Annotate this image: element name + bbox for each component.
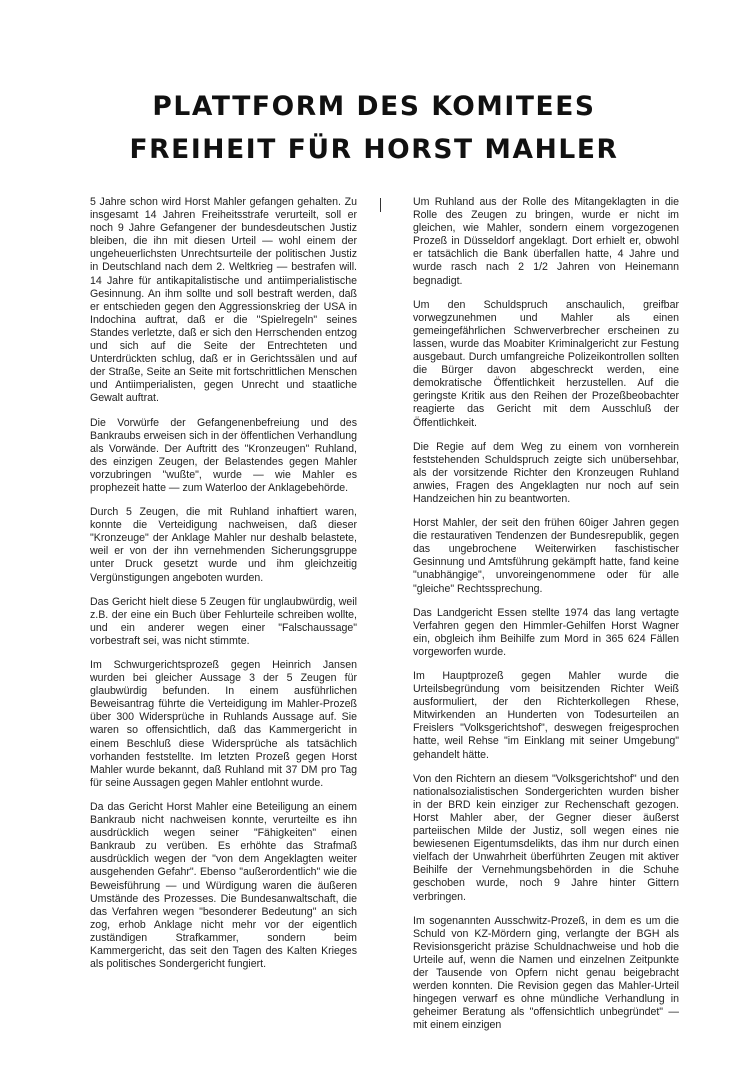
paragraph: Horst Mahler, der seit den frühen 60iger Jahren gegen die restaurativen Tendenzen der Bundesrepublik, gegen das ungebrochene Weiterwirken faschistischer Gesinnung und Amtsführung gekämpft hatte, fand keine "unabhängige", unvoreingenommene oder für alle "gleiche" Rechtssprechung.	[413, 517, 679, 595]
paragraph: Im Hauptprozeß gegen Mahler wurde die Urteilsbegründung vom beisitzenden Richter Weiß ausformuliert, der den Richterkollegen Rhese, Mitwirkenden an Hunderten von Todesurteilen an Freislers "Volksgerichtshof", deswegen freigesprochen hatte, weil Rehse "im Einklang mit seiner Umgebung" gehandelt hätte.	[413, 670, 679, 761]
left-text-column	[90, 196, 357, 982]
right-text-column	[413, 196, 679, 1043]
paragraph: Im sogenannten Ausschwitz-Prozeß, in dem es um die Schuld von KZ-Mördern ging, verlangte der BGH als Revisionsgericht präzise Schuldnachweise und hob die Urteile auf, wenn die Namen und einzelnen Zeitpunkte der Tausende von Opfern nicht genau beigebracht werden konnten. Die Revision gegen das Mahler-Urteil hingegen verwarf es ohne mündliche Verhandlung in geheimer Beratung als "offensichtlich unbegründet" — mit einem einzigen	[413, 914, 679, 1032]
paragraph: 5 Jahre schon wird Horst Mahler gefangen gehalten. Zu insgesamt 14 Jahren Freiheitsstrafe verurteilt, soll er noch 9 Jahre Gefangener der bundesdeutschen Justiz bleiben, die ihn mit diesen Urteil — wohl einem der ungeheuerlichsten Unrechtsurteile der politischen Justiz in Deutschland nach dem 2. Weltkrieg — bestrafen will. 14 Jahre für antikapitalistische und antiimperialistische Gesinnung. An ihm sollte und soll bestraft werden, daß er entschieden gegen den Aggressionskrieg der USA in Indochina auftrat, daß er die "Spielregeln" seines Standes verletzte, daß er sich den Herrschenden entzog und sich auf die Seite der Entrechteten und Unterdrückten schlug, daß er in Gerichtssälen und auf der Straße, Seite an Seite mit fortschrittlichen Menschen und Antiimperialisten, gegen Unrecht und staatliche Gewalt auftrat.	[90, 196, 357, 405]
paragraph: Um den Schuldspruch anschaulich, greifbar vorwegzunehmen und Mahler als einen gemeingefährlichen Schwerverbrecher erscheinen zu lassen, wurde das Moabiter Kriminalgericht zur Festung ausgebaut. Durch umfangreiche Polizeikontrollen sollten die Bürger davon abgeschreckt werden, eine demokratische Öffentlichkeit herzustellen. Auf die geringste Kritik aus den Reihen der Prozeßbeobachter reagierte das Gericht mit dem Ausschluß der Öffentlichkeit.	[413, 298, 679, 429]
paragraph: Von den Richtern an diesem "Volksgerichtshof" und den nationalsozialistischen Sondergerichten wurden bisher in der BRD kein einziger zur Rechenschaft gezogen. Horst Mahler aber, der Gegner dieser äußerst parteiischen Milde der Justiz, soll wegen eines nie bewiesenen Eigentumsdelikts, das ihm nur durch einen vielfach der Unwahrheit überführten Zeugen mit aktiver Beihilfe der Vernehmungsbehörden in die Schuhe geschoben wurde, noch 9 Jahre hinter Gittern verbringen.	[413, 772, 679, 903]
paragraph: Die Vorwürfe der Gefangenenbefreiung und des Bankraubs erweisen sich in der öffentlichen Verhandlung als Vorwände. Der Auftritt des "Kronzeugen" Ruhland, des einzigen Zeugen, der Belastendes gegen Mahler vorzubringen "wußte", wurde — wie Mahler es prophezeit hatte — zum Waterloo der Anklagebehörde.	[90, 416, 357, 494]
document-title-line-2: FREIHEIT FÜR HORST MAHLER	[129, 134, 619, 165]
paragraph: Das Landgericht Essen stellte 1974 das lang vertagte Verfahren gegen den Himmler-Gehilfen Horst Wagner ein, obgleich ihm Beihilfe zum Mord in 365 624 Fällen vorgeworfen wurde.	[413, 606, 679, 658]
paragraph: Das Gericht hielt diese 5 Zeugen für unglaubwürdig, weil z.B. der eine ein Buch über Fehlurteile schreiben wollte, und ein anderer wegen einer "Falschaussage" vorbestraft sei, was nicht stimmte.	[90, 595, 357, 647]
paragraph: Die Regie auf dem Weg zu einem von vornherein feststehenden Schuldspruch zeigte sich unübersehbar, als der vorsitzende Richter den Kronzeugen Ruhland anwies, Fragen des Angeklagten nur noch auf sein Handzeichen hin zu beantworten.	[413, 440, 679, 505]
paragraph: Durch 5 Zeugen, die mit Ruhland inhaftiert waren, konnte die Verteidigung nachweisen, daß dieser "Kronzeuge" der Anklage Mahler nur deshalb belastete, weil er von der ihn vernehmenden Sicherungsgruppe unter Druck gesetzt wurde und ihm gleichzeitig Vergünstigungen angeboten wurden.	[90, 506, 357, 584]
paragraph: Da das Gericht Horst Mahler eine Beteiligung an einem Bankraub nicht nachweisen konnte, verurteilte es ihn ausdrücklich wegen seiner "Fähigkeiten" einen Bankraub zu verüben. Es erhöhte das Strafmaß ausdrücklich wegen der "von dem Angeklagten weiter ausgehenden Gefahr". Ebenso "außerordentlich" wie die Beweisführung — und Würdigung waren die äußeren Umstände des Prozesses. Die Bundesanwaltschaft, die das Verfahren wegen "besonderer Bedeutung" an sich zog, erhob Anklage nicht mehr vor der eigentlich zuständigen Strafkammer, sondern beim Kammergericht, das seit den Tagen des Kalten Krieges als politisches Sondergericht fungiert.	[90, 800, 357, 971]
document-title-line-1: PLATTFORM DES KOMITEES	[152, 91, 596, 122]
paragraph: Um Ruhland aus der Rolle des Mitangeklagten in die Rolle des Zeugen zu bringen, wurde er nicht im gleichen, wie Mahler, sondern einem vorgezogenen Prozeß in Düsseldorf angeklagt. Dort erhielt er, obwohl er tatsächlich die Bank überfallen hatte, 4 Jahre und wurde rasch nach 2 1/2 Jahren von Heinemann begnadigt.	[413, 196, 679, 287]
column-divider	[380, 198, 381, 212]
paragraph: Im Schwurgerichtsprozeß gegen Heinrich Jansen wurden bei gleicher Aussage 3 der 5 Zeugen für glaubwürdig befunden. In einem ausführlichen Beweisantrag führte die Verteidigung im Mahler-Prozeß über 300 Widersprüche in Ruhlands Aussage auf. Sie waren so offensichtlich, daß das Kammergericht in einem Beschluß diese Widersprüche als tatsächlich vorhanden feststellte. Im letzten Prozeß gegen Horst Mahler wurde bekannt, daß Ruhland mit 37 DM pro Tag für seine Aussagen gegen Mahler entlohnt wurde.	[90, 659, 357, 789]
